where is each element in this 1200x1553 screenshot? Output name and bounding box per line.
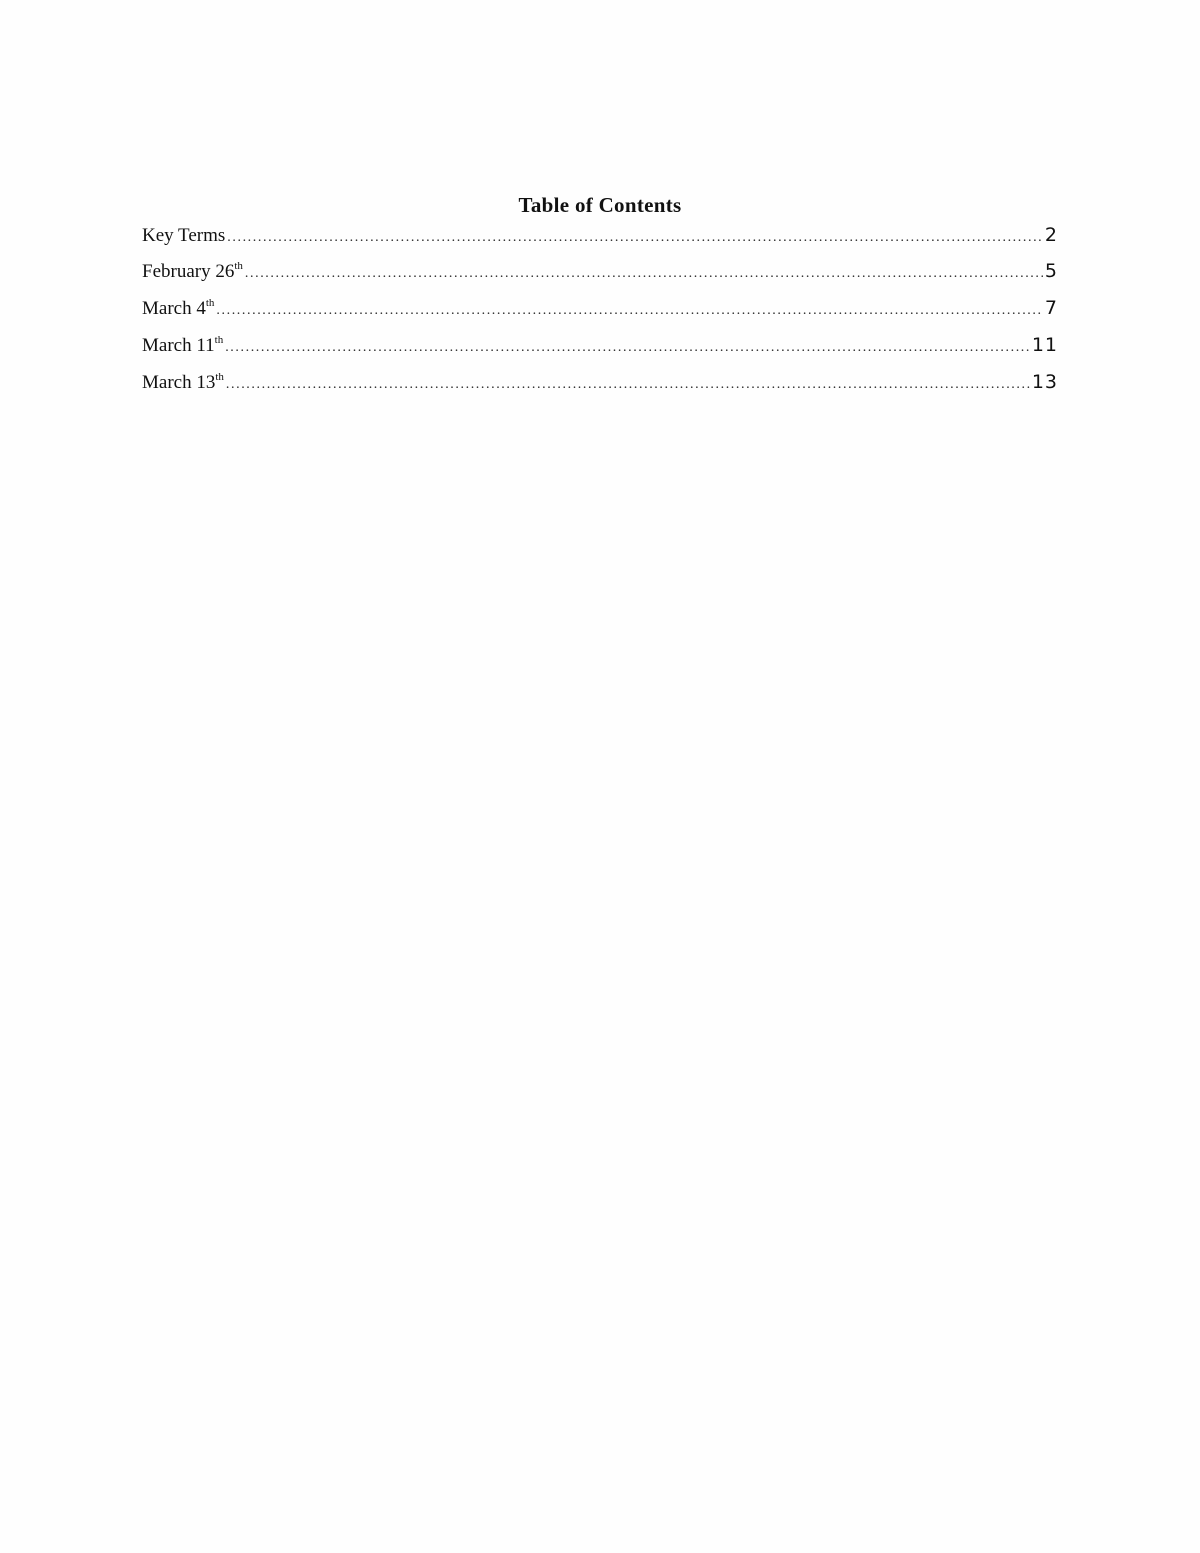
toc-entry-text: Key Terms xyxy=(142,225,226,246)
dot-leader xyxy=(245,255,1043,292)
dot-leader xyxy=(216,292,1043,329)
toc-entry-label xyxy=(142,253,243,290)
toc-entry-march-13[interactable] xyxy=(142,364,1058,401)
toc-entry-label xyxy=(142,327,223,364)
table-of-contents xyxy=(142,191,1058,401)
dot-leader xyxy=(226,366,1030,403)
toc-entry-label xyxy=(142,220,225,252)
toc-page-number: 5 xyxy=(1044,260,1058,282)
toc-list xyxy=(142,219,1058,401)
toc-entry-march-4[interactable] xyxy=(142,290,1058,327)
toc-entry-key-terms[interactable] xyxy=(142,219,1058,253)
dot-leader xyxy=(225,329,1030,366)
toc-entry-march-11[interactable] xyxy=(142,327,1058,364)
toc-entry-suffix: th xyxy=(214,334,224,346)
toc-page-number: 11 xyxy=(1031,334,1058,356)
toc-entry-suffix: th xyxy=(205,297,215,309)
toc-entry-text: March 13 xyxy=(142,372,216,393)
toc-entry-label xyxy=(142,290,214,327)
toc-page-number: 13 xyxy=(1031,371,1058,393)
toc-entry-suffix: th xyxy=(234,260,243,272)
toc-page-number: 2 xyxy=(1044,224,1058,246)
toc-entry-february-26[interactable] xyxy=(142,253,1058,290)
toc-entry-suffix: th xyxy=(215,371,224,383)
toc-entry-text: March 4 xyxy=(142,298,206,319)
dot-leader xyxy=(227,222,1043,254)
toc-entry-text: February 26 xyxy=(142,261,235,282)
toc-entry-text: March 11 xyxy=(142,335,215,356)
toc-title: Table of Contents xyxy=(518,193,682,217)
toc-page-number: 7 xyxy=(1044,297,1058,319)
toc-entry-label xyxy=(142,364,224,401)
